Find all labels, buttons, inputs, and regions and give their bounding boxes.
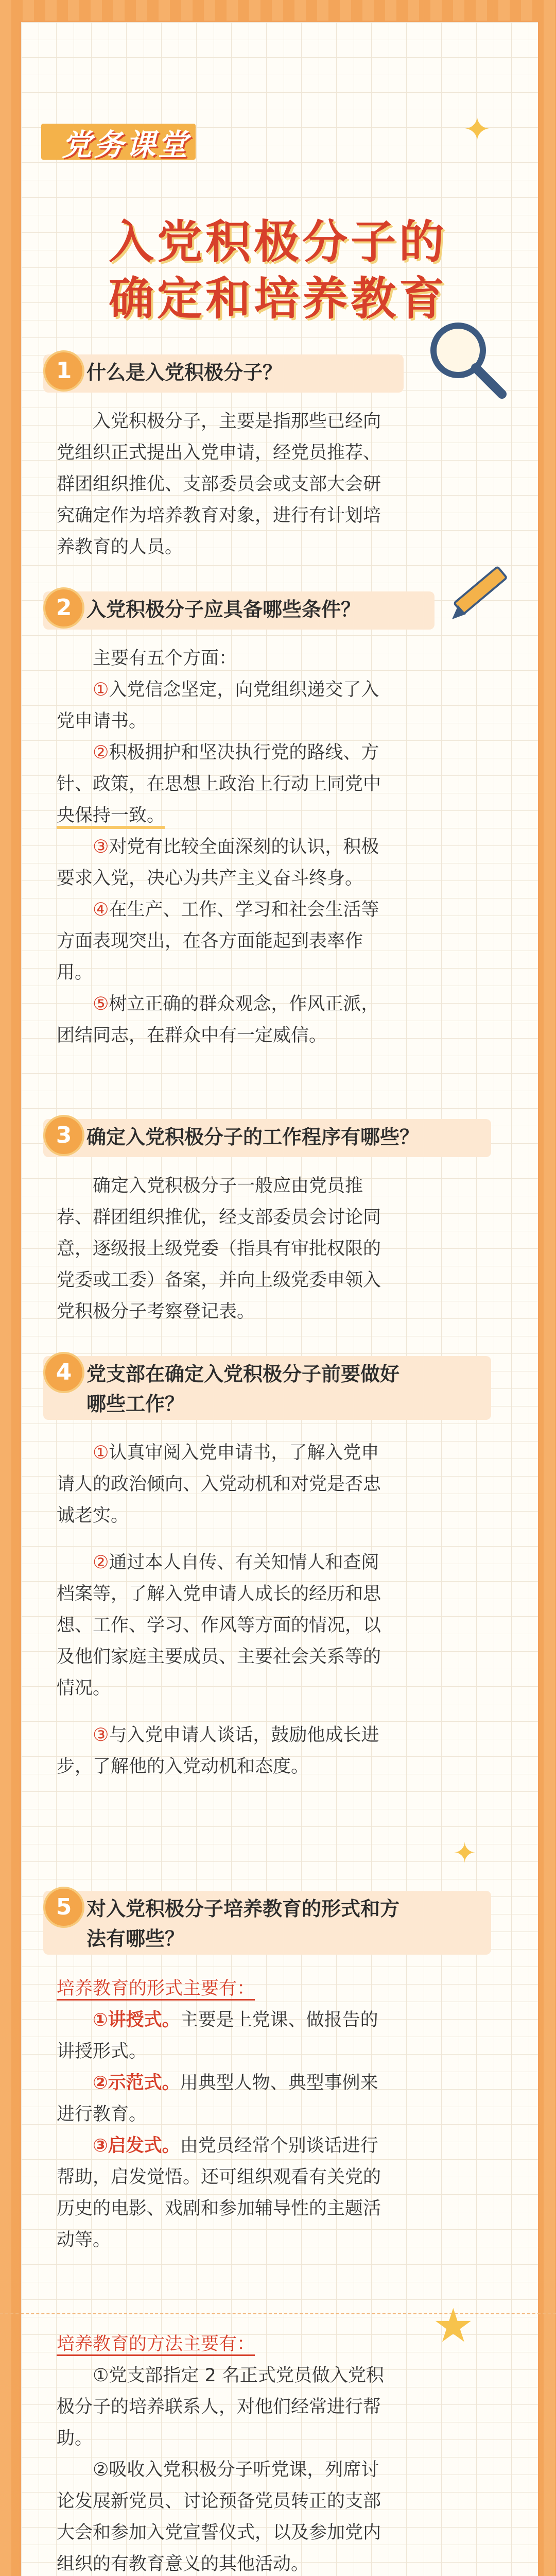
item-number: ④ <box>93 900 109 920</box>
question-text-1: 什么是入党积极分子？ <box>86 361 283 384</box>
s2-line: 要求入党，决心为共产主义奋斗终身。 <box>57 868 363 889</box>
section2-body <box>57 643 499 1052</box>
s2-line: 方面表现突出，在各方面能起到表率作 <box>57 931 363 952</box>
s5-line: 动等。 <box>57 2230 111 2250</box>
s3-line: 党积极分子考察登记表。 <box>57 1301 255 1322</box>
s4-line: 通过本人自传、有关知情人和查阅 <box>109 1552 379 1573</box>
methods-heading: 培养教育的方法主要有： <box>57 2334 255 2356</box>
s5-line: 帮助，启发觉悟。还可组织观看有关党的 <box>57 2167 381 2188</box>
form-title: ①讲授式。 <box>93 2010 180 2030</box>
s5-line: 组织的有教育意义的其他活动。 <box>57 2554 309 2574</box>
question-text-5 <box>86 1894 399 1954</box>
question-number-1: 1 <box>43 350 84 392</box>
s4-line: 诚老实。 <box>57 1505 129 1526</box>
s4-line: 与入党申请人谈话，鼓励他成长进 <box>109 1725 379 1745</box>
sparkle-icon: ✦ <box>463 111 491 149</box>
s4-line: 档案等，了解入党申请人成长的经历和思 <box>57 1584 381 1604</box>
s5-line: 进行教育。 <box>57 2104 147 2125</box>
s5-line: 极分子的培养联系人，对他们经常进行帮 <box>57 2397 381 2417</box>
tag-label: 党务课堂 <box>62 127 190 162</box>
s4-line: 及他们家庭主要成员、主要社会关系等的 <box>57 1647 381 1667</box>
s5-line: ①党支部指定 2 名正式党员做入党积 <box>93 2365 384 2386</box>
s3-line: 党委或工委）备案，并向上级党委申领入 <box>57 1270 381 1291</box>
s4-line: 情况。 <box>57 1678 111 1699</box>
form-title: ②示范式。 <box>93 2073 180 2093</box>
s4-line: 请人的政治倾向、入党动机和对党是否忠 <box>57 1474 381 1495</box>
s5-line: 论发展新党员、讨论预备党员转正的支部 <box>57 2491 381 2512</box>
s4-line: 想、工作、学习、作风等方面的情况，以 <box>57 1615 381 1636</box>
q5-line: 法有哪些？ <box>86 1927 185 1950</box>
s2-line: 党申请书。 <box>57 711 147 732</box>
item-number: ① <box>93 680 109 700</box>
s2-line: 积极拥护和坚决执行党的路线、方 <box>109 742 379 763</box>
s2-line: 树立正确的群众观念，作风正派， <box>109 994 379 1014</box>
item-number: ③ <box>93 1725 109 1745</box>
page-title-line2: 确定和培养教育 <box>108 272 447 325</box>
item-number: ② <box>93 1552 109 1573</box>
s5-line: 主要是上党课、做报告的 <box>180 2010 378 2030</box>
item-number: ② <box>93 742 109 763</box>
s2-line: 在生产、工作、学习和社会生活等 <box>109 900 379 920</box>
star-icon: ★ <box>432 2299 474 2353</box>
question-text-4 <box>86 1359 399 1419</box>
s2-line: 对党有比较全面深刻的认识，积极 <box>109 837 379 857</box>
question-number-3: 3 <box>43 1115 84 1156</box>
q4-line: 哪些工作？ <box>86 1393 185 1415</box>
magnifier-icon <box>422 314 510 402</box>
page-title-line1: 入党积极分子的 <box>108 215 447 268</box>
q5-line: 对入党积极分子培养教育的形式和方 <box>86 1897 400 1920</box>
s5-line: 讲授形式。 <box>57 2041 147 2062</box>
s1-line: 究确定作为培养教育对象，进行有计划培 <box>57 505 381 526</box>
question-number-2: 2 <box>43 587 84 629</box>
question-number-5: 5 <box>43 1887 84 1928</box>
s5-line: 由党员经常个别谈话进行 <box>180 2136 378 2156</box>
s2-line: 团结同志，在群众中有一定威信。 <box>57 1025 327 1046</box>
s2-intro: 主要有五个方面： <box>93 648 237 669</box>
s3-line: 确定入党积极分子一般应由党员推 <box>93 1176 363 1196</box>
forms-heading: 培养教育的形式主要有： <box>57 1978 255 2001</box>
question-text-3: 确定入党积极分子的工作程序有哪些？ <box>86 1126 420 1148</box>
s5-line: 大会和参加入党宣誓仪式，以及参加党内 <box>57 2522 381 2543</box>
s2-line: 入党信念坚定，向党组织递交了入 <box>109 680 379 700</box>
section3-body <box>57 1171 499 1328</box>
s2-line: 用。 <box>57 962 93 983</box>
s5-line: 助。 <box>57 2428 93 2449</box>
s5-line: 历史的电影、戏剧和参加辅导性的主题活 <box>57 2198 381 2219</box>
item-number: ③ <box>93 837 109 857</box>
s1-line: 入党积极分子，主要是指那些已经向 <box>93 411 381 432</box>
s4-line: 步，了解他的入党动机和态度。 <box>57 1756 309 1777</box>
s4-line: 认真审阅入党申请书，了解入党申 <box>109 1443 379 1463</box>
s5-line: ②吸收入党积极分子听党课，列席讨 <box>93 2460 379 2480</box>
s1-line: 群团组织推优、支部委员会或支部大会研 <box>57 474 381 495</box>
pencil-icon <box>443 556 515 629</box>
section1-body <box>57 406 499 563</box>
s2-line: 针、政策，在思想上政治上行动上同党中 <box>57 774 381 794</box>
sparkle-icon: ✦ <box>453 1837 477 1869</box>
s2-line: 央保持一致。 <box>57 805 165 829</box>
question-text-2: 入党积极分子应具备哪些条件？ <box>86 598 361 621</box>
s1-line: 养教育的人员。 <box>57 537 183 557</box>
q4-line: 党支部在确定入党积极分子前要做好 <box>86 1363 400 1385</box>
section4-body <box>57 1437 499 1783</box>
s1-line: 党组织正式提出入党申请，经党员推荐、 <box>57 443 381 463</box>
s5-line: 用典型人物、典型事例来 <box>180 2073 378 2093</box>
item-number: ⑤ <box>93 994 109 1014</box>
form-title: ③启发式。 <box>93 2136 180 2156</box>
section5-forms <box>57 1973 499 2256</box>
column-tag <box>41 113 227 163</box>
s3-line: 意，逐级报上级党委（指具有审批权限的 <box>57 1239 381 1259</box>
section5-methods <box>57 2329 499 2576</box>
item-number: ① <box>93 1443 109 1463</box>
question-number-4: 4 <box>43 1352 84 1393</box>
s3-line: 荐、群团组织推优，经支部委员会讨论同 <box>57 1207 381 1228</box>
